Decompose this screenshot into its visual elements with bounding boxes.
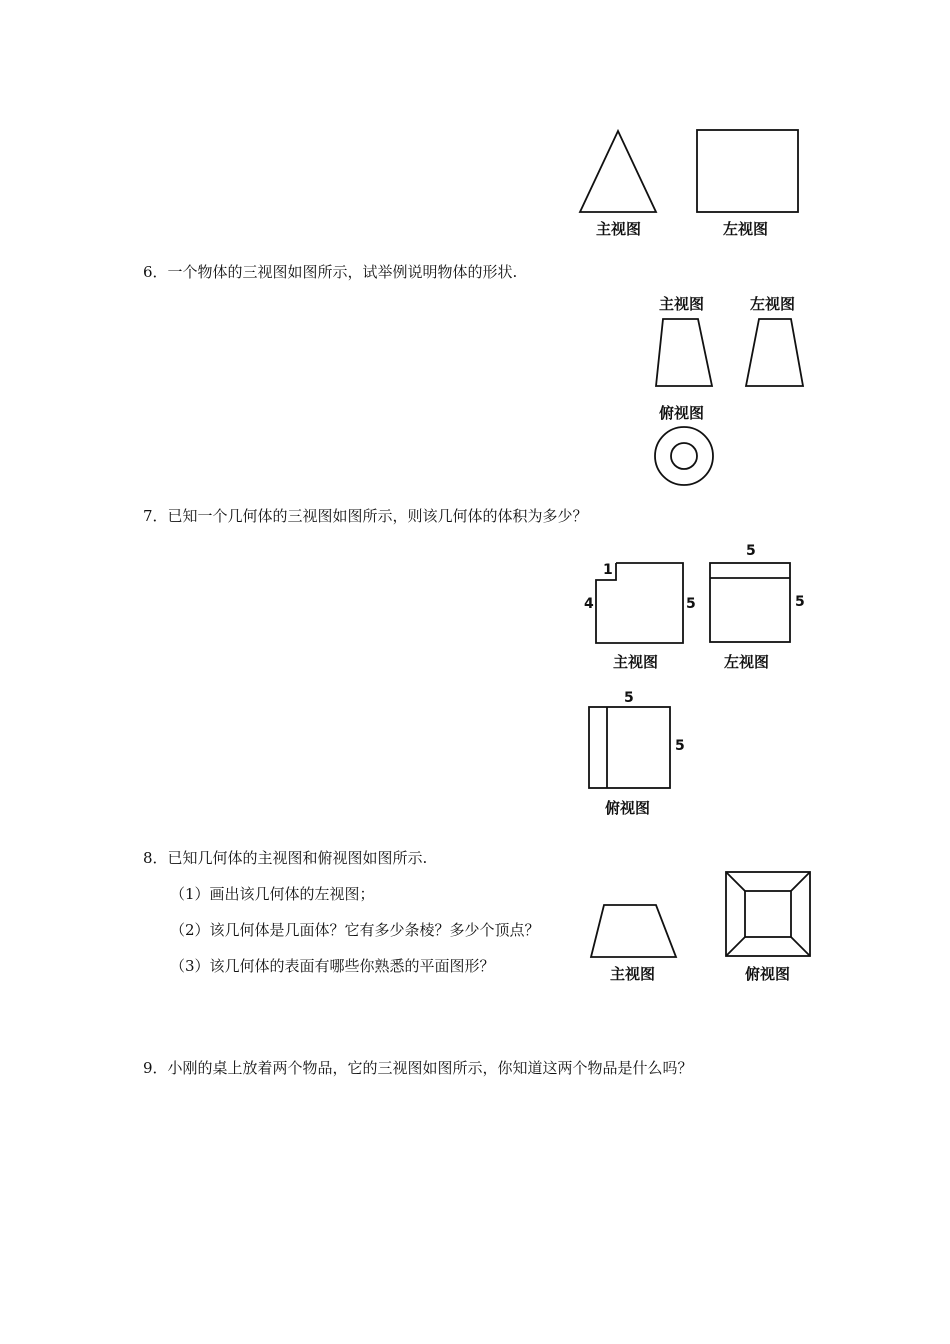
q7-left-dim-right: 5	[795, 594, 805, 610]
question-7-text: 7．已知一个几何体的三视图如图所示，则该几何体的体积为多少？	[143, 507, 588, 525]
q7-left-dim-top: 5	[746, 543, 756, 559]
q8-front-caption: 主视图	[610, 965, 656, 983]
q8-front-trapezoid	[591, 905, 676, 957]
q6-top-inner-circle	[671, 443, 697, 469]
question-8-item-1: （1）画出该几何体的左视图；	[170, 885, 375, 903]
q6-top-outer-circle	[655, 427, 713, 485]
q8-top-inner-square	[745, 891, 791, 937]
q6-left-trapezoid	[746, 319, 803, 386]
question-6-text: 6．一个物体的三视图如图所示，试举例说明物体的形状.	[143, 263, 518, 281]
fig5-front-caption: 主视图	[596, 220, 642, 238]
q8-top-diagonal-bl	[726, 937, 745, 956]
q7-top-caption: 俯视图	[605, 799, 651, 817]
q6-front-trapezoid	[656, 319, 712, 386]
q7-top-rectangle	[589, 707, 670, 788]
question-8-item-2: （2）该几何体是几面体？它有多少条棱？多少个顶点？	[170, 921, 540, 939]
q7-front-caption: 主视图	[613, 653, 659, 671]
q8-top-caption: 俯视图	[745, 965, 791, 983]
q6-top-caption: 俯视图	[659, 404, 705, 422]
q6-left-caption: 左视图	[750, 295, 796, 313]
q7-front-dim-right: 5	[686, 596, 696, 612]
q8-top-diagonal-br	[791, 937, 810, 956]
q7-front-dim-notch: 1	[603, 562, 613, 578]
q7-left-caption: 左视图	[724, 653, 770, 671]
question-8-text: 8．已知几何体的主视图和俯视图如图所示.	[143, 849, 428, 867]
q7-top-dim-right: 5	[675, 738, 685, 754]
question-9-text: 9．小刚的桌上放着两个物品，它的三视图如图所示，你知道这两个物品是什么吗？	[143, 1059, 693, 1077]
q6-front-caption: 主视图	[659, 295, 705, 313]
fig5-left-rectangle	[697, 130, 798, 212]
q7-left-rectangle	[710, 563, 790, 642]
q7-front-dim-left: 4	[584, 596, 594, 612]
q8-top-diagonal-tr	[791, 872, 810, 891]
q7-top-dim-top: 5	[624, 690, 634, 706]
fig5-front-triangle	[580, 131, 656, 212]
fig5-left-caption: 左视图	[723, 220, 769, 238]
question-8-item-3: （3）该几何体的表面有哪些你熟悉的平面图形？	[170, 957, 495, 975]
q8-top-diagonal-tl	[726, 872, 745, 891]
